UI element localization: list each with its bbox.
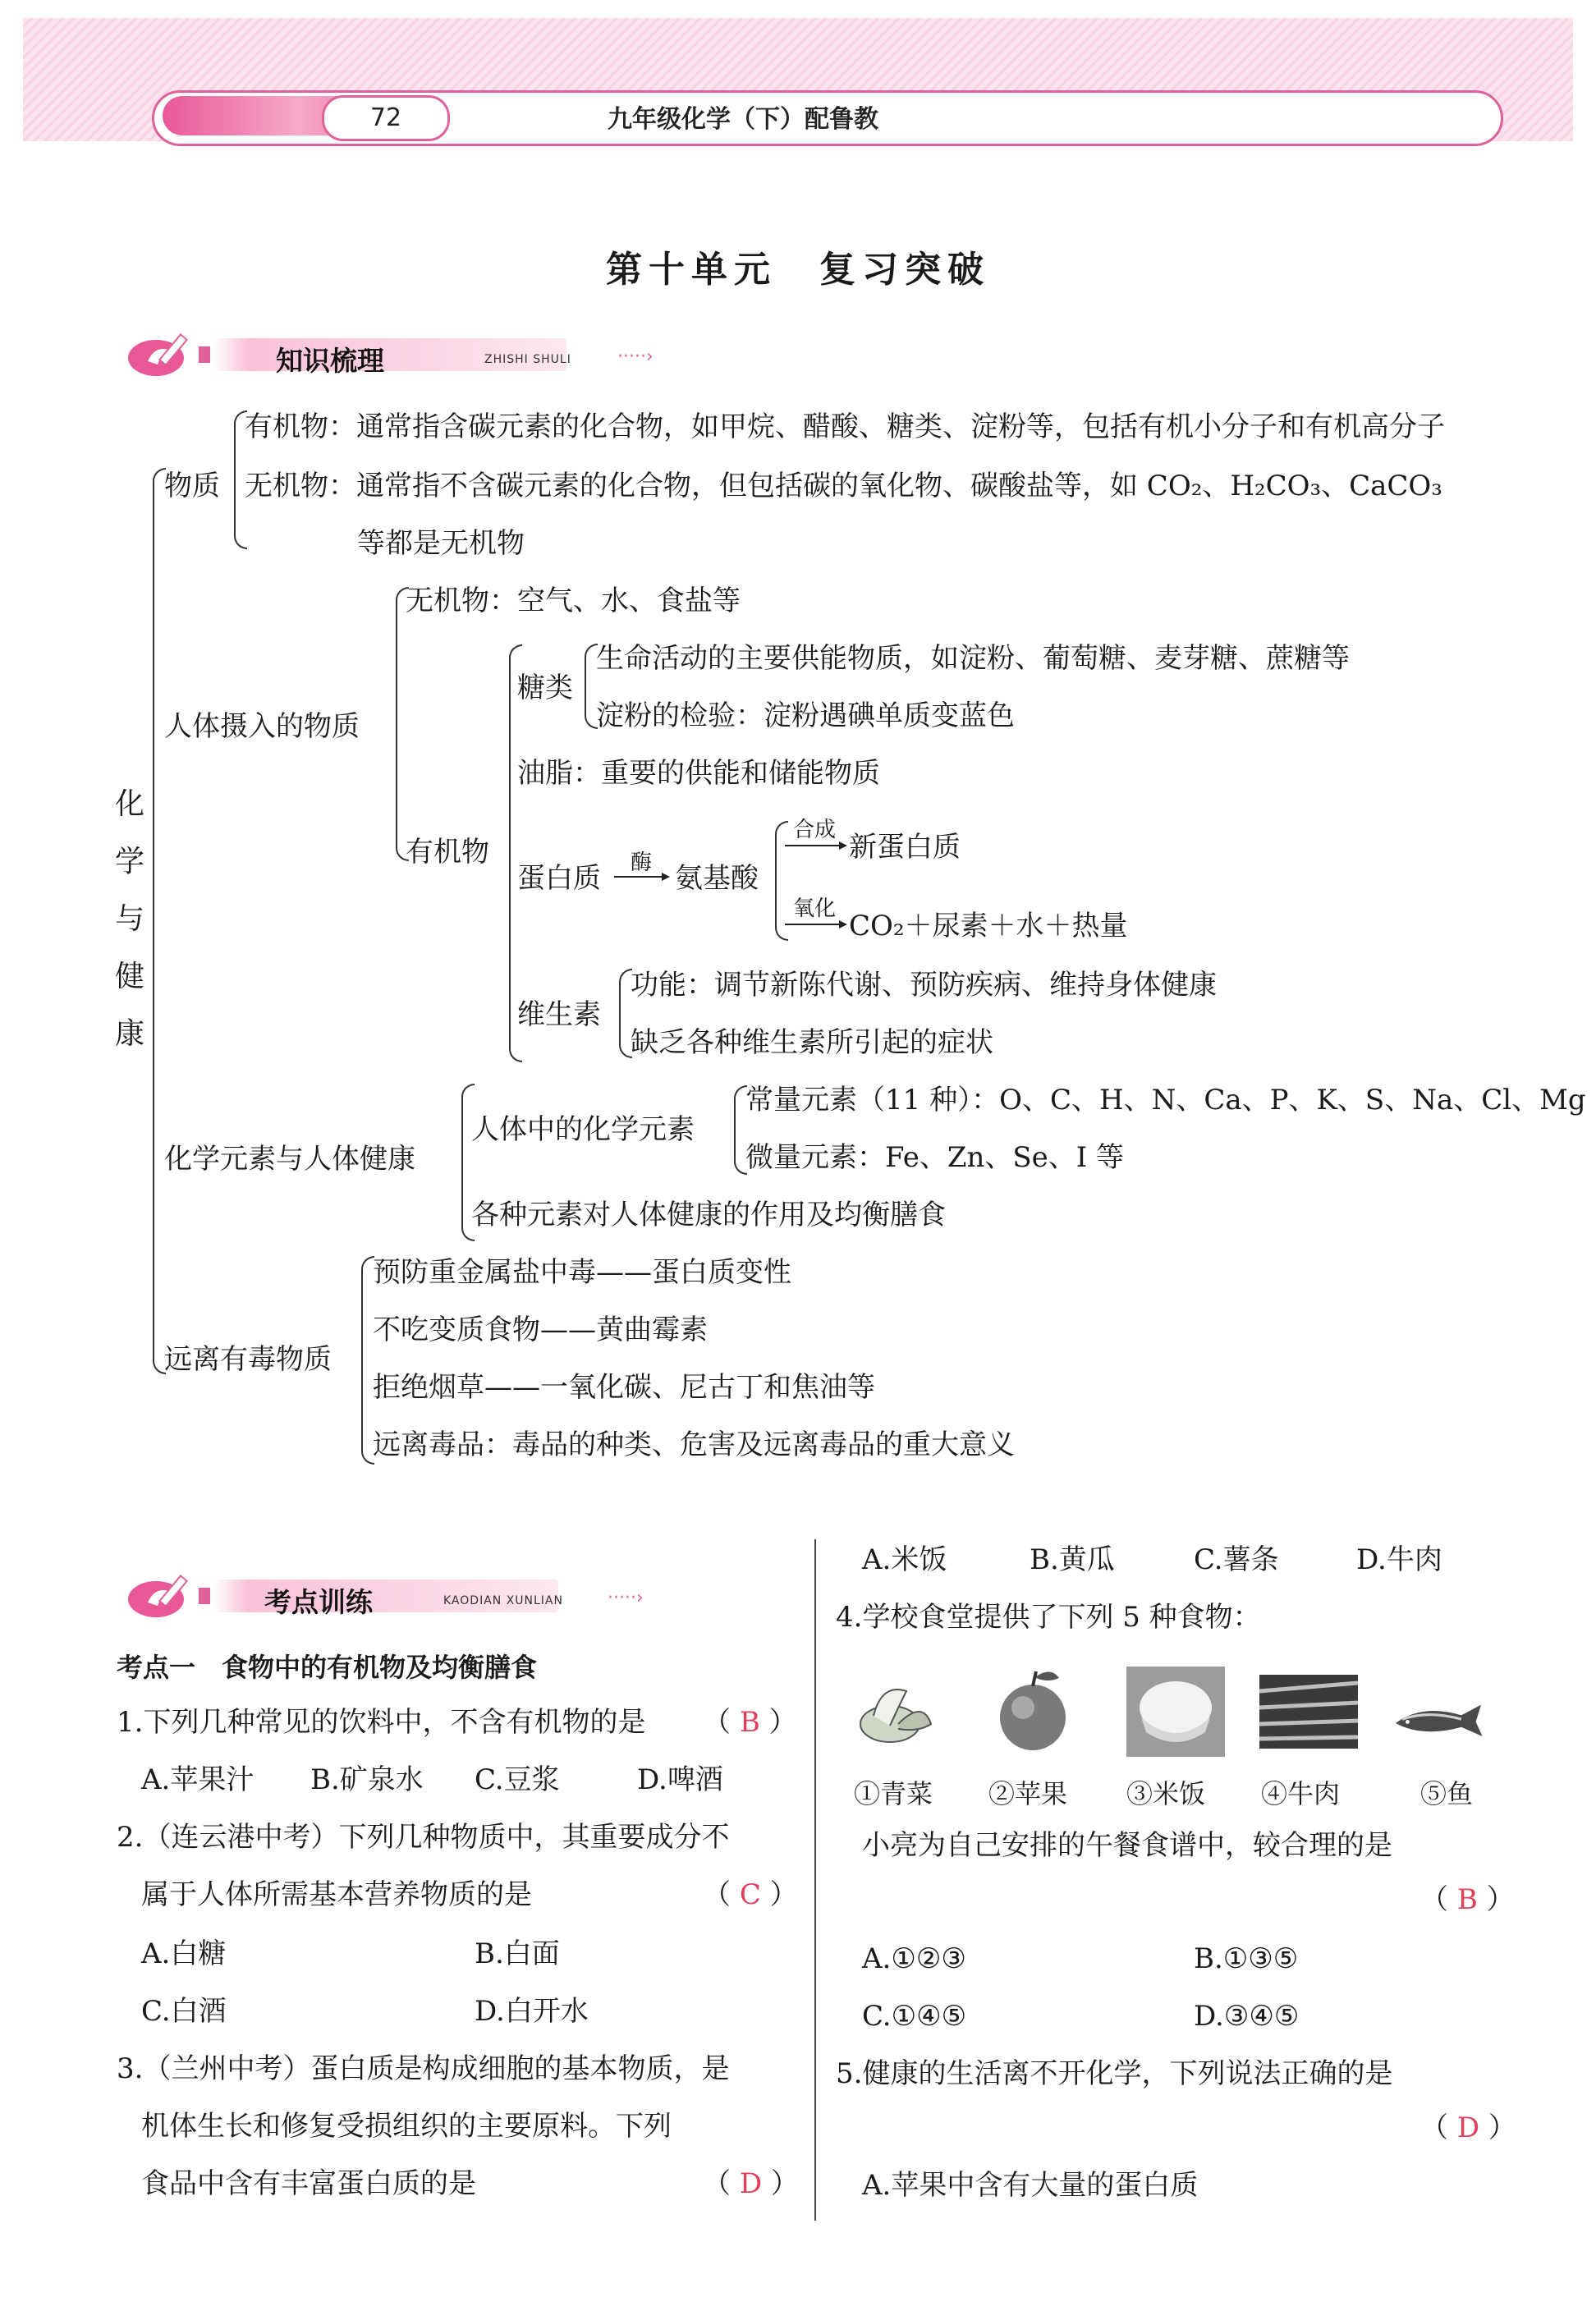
inorganic-definition: 无机物：通常指不含碳元素的化合物，但包括碳的氧化物、碳酸盐等，如 CO₂、H₂CO₃、CaCO₃ (245, 470, 1442, 502)
q2-option: D.白开水 (475, 1995, 589, 2028)
q3-stem: 3.（兰州中考）蛋白质是构成细胞的基本物质，是 (117, 2052, 730, 2085)
section-header-training (123, 1570, 657, 1622)
beef-image (1259, 1667, 1358, 1757)
vitamin-line-1: 功能：调节新陈代谢、预防疾病、维持身体健康 (631, 969, 1217, 1002)
q1-option: C.豆浆 (475, 1763, 560, 1796)
food-caption: ⑤鱼 (1420, 1778, 1474, 1809)
q3-option: A.米饭 (862, 1543, 947, 1576)
sugar-label: 糖类 (517, 672, 573, 704)
q3-option: B.黄瓜 (1030, 1543, 1115, 1576)
kaodian-heading: 考点一 食物中的有机物及均衡膳食 (117, 1652, 538, 1683)
root-brace (153, 468, 166, 1374)
intake-organic-label: 有机物 (406, 836, 489, 869)
section-arrow-icon: ·····› (617, 346, 654, 367)
body-elements-label: 人体中的化学元素 (471, 1113, 695, 1146)
elements-label: 化学元素与人体健康 (164, 1143, 415, 1176)
matter-label: 物质 (164, 470, 220, 502)
food-caption: ①青菜 (854, 1778, 933, 1809)
q1-option: D.啤酒 (637, 1763, 723, 1796)
fat-line: 油脂：重要的供能和储能物质 (517, 757, 880, 790)
synthesis-label: 合成 (793, 818, 837, 842)
toxic-item: 远离毒品：毒品的种类、危害及远离毒品的重大意义 (373, 1428, 1015, 1461)
sugar-line-1: 生命活动的主要供能物质，如淀粉、葡萄糖、麦芽糖、蔗糖等 (596, 642, 1350, 675)
section-marker (199, 1588, 210, 1604)
book-title: 九年级化学（下）配鲁教 (608, 105, 878, 134)
arrow-icon (785, 918, 851, 931)
arrow-icon (785, 839, 851, 852)
toxic-item: 预防重金属盐中毒——蛋白质变性 (373, 1256, 791, 1289)
vitamin-line-2: 缺乏各种维生素所引起的症状 (631, 1026, 993, 1059)
q1-option: B.矿泉水 (310, 1763, 424, 1796)
toxic-item: 拒绝烟草——一氧化碳、尼古丁和焦油等 (373, 1371, 875, 1404)
micro-elements: 微量元素：Fe、Zn、Se、I 等 (745, 1141, 1125, 1174)
section-en-label: ZHISHI SHULI (484, 353, 571, 366)
column-divider (814, 1539, 816, 2221)
q4-question: 小亮为自己安排的午餐食谱中，较合理的是 (862, 1829, 1392, 1862)
inorganic-definition-cont: 等都是无机物 (357, 527, 525, 560)
toxic-label: 远离有毒物质 (164, 1343, 332, 1376)
q2-stem-cont: 属于人体所需基本营养物质的是 (141, 1878, 532, 1911)
macro-elements: 常量元素（11 种）：O、C、H、N、Ca、P、K、S、Na、Cl、Mg (745, 1084, 1586, 1116)
oxidation-products: CO₂＋尿素＋水＋热量 (849, 910, 1128, 942)
vitamin-label: 维生素 (517, 998, 601, 1031)
protein-label: 蛋白质 (517, 862, 601, 895)
vegetable-image (849, 1667, 947, 1757)
q3-answer: （ D ） (703, 2167, 799, 2200)
q3-stem-cont: 食品中含有丰富蛋白质的是 (141, 2167, 476, 2200)
q1-option: A.苹果汁 (141, 1763, 255, 1796)
enzyme-label: 酶 (631, 851, 653, 875)
q5-stem: 5.健康的生活离不开化学，下列说法正确的是 (836, 2057, 1393, 2090)
q2-answer: （ C ） (703, 1878, 798, 1911)
q5-option: A.苹果中含有大量的蛋白质 (862, 2169, 1199, 2202)
section-marker (199, 346, 210, 363)
pencil-icon (123, 328, 202, 381)
q3-stem-cont: 机体生长和修复受损组织的主要原料。下列 (141, 2110, 672, 2143)
q3-option: D.牛肉 (1356, 1543, 1442, 1576)
tree-root: 化 学 与 健 康 (115, 787, 145, 1051)
q1-stem: 1.下列几种常见的饮料中，不含有机物的是 (117, 1706, 646, 1739)
food-caption: ④牛肉 (1261, 1778, 1341, 1809)
section-label: 知识梳理 (276, 345, 384, 377)
q2-option: B.白面 (475, 1937, 560, 1970)
q4-option: B.①③⑤ (1194, 1942, 1299, 1975)
food-caption: ③米饭 (1126, 1778, 1206, 1809)
pencil-icon (123, 1570, 202, 1622)
q3-option: C.薯条 (1194, 1543, 1279, 1576)
section-header-knowledge (123, 328, 657, 381)
section-label: 考点训练 (264, 1586, 373, 1618)
arrow-icon (614, 870, 672, 883)
unit-title: 第十单元 复习突破 (606, 249, 990, 291)
intake-label: 人体摄入的物质 (164, 710, 360, 743)
intake-brace (396, 587, 409, 861)
intake-inorganic: 无机物：空气、水、食盐等 (406, 585, 741, 617)
toxic-item: 不吃变质食物——黄曲霉素 (373, 1314, 708, 1346)
sugar-line-2: 淀粉的检验：淀粉遇碘单质变蓝色 (596, 699, 1015, 732)
fish-image (1389, 1675, 1488, 1765)
q4-option: A.①②③ (862, 1942, 966, 1975)
q4-option: D.③④⑤ (1194, 2000, 1300, 2033)
q1-answer: （ B ） (703, 1706, 797, 1739)
section-en-label: KAODIAN XUNLIAN (443, 1594, 563, 1607)
q4-option: C.①④⑤ (862, 2000, 967, 2033)
organic-definition: 有机物：通常指含碳元素的化合物，如甲烷、醋酸、糖类、淀粉等，包括有机小分子和有机高分子 (245, 410, 1445, 443)
oxidation-label: 氧化 (793, 896, 837, 921)
q2-option: A.白糖 (141, 1937, 227, 1970)
q2-option: C.白酒 (141, 1995, 227, 2028)
amino-acid-label: 氨基酸 (675, 862, 759, 895)
page-number: 72 (322, 95, 450, 141)
q4-answer: （ B ） (1420, 1883, 1515, 1916)
q2-stem: 2.（连云港中考）下列几种物质中，其重要成分不 (117, 1821, 730, 1854)
elements-role: 各种元素对人体健康的作用及均衡膳食 (471, 1199, 946, 1231)
q5-answer: （ D ） (1420, 2111, 1516, 2144)
section-arrow-icon: ·····› (608, 1588, 644, 1608)
apple-image (985, 1667, 1084, 1757)
new-protein-label: 新蛋白质 (849, 831, 961, 864)
food-caption: ②苹果 (988, 1778, 1068, 1809)
rice-image (1126, 1667, 1225, 1757)
q4-stem: 4.学校食堂提供了下列 5 种食物： (836, 1601, 1261, 1634)
